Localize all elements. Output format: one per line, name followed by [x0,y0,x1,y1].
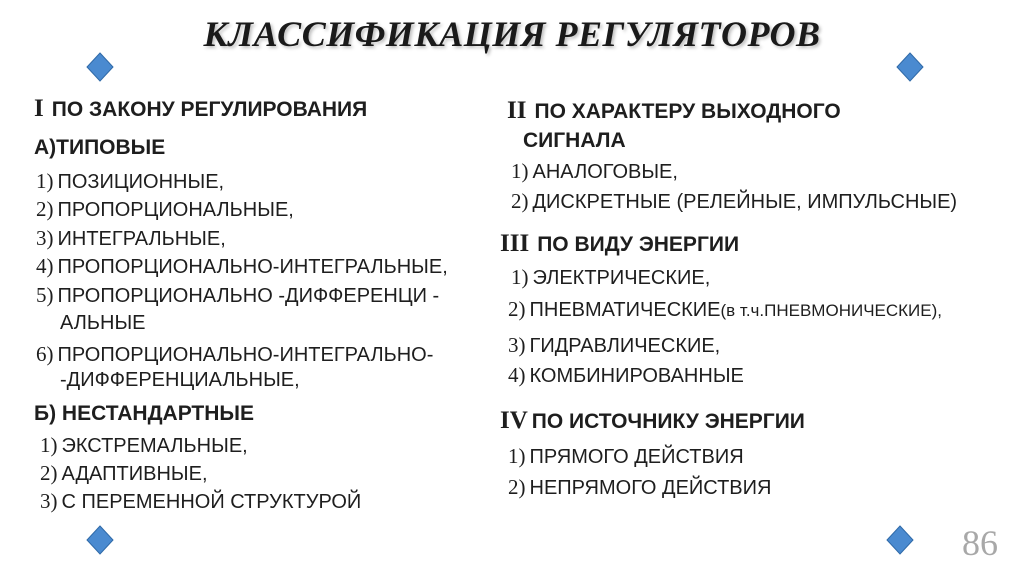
list-item: 1) ЭЛЕКТРИЧЕСКИЕ, [511,265,711,289]
list-item: 1) АНАЛОГОВЫЕ, [511,159,678,183]
list-item: 4) ПРОПОРЦИОНАЛЬНО-ИНТЕГРАЛЬНЫЕ, [36,254,448,278]
diamond-left-icon [87,53,113,81]
diamond-right-icon [897,53,923,81]
list-item: 5) ПРОПОРЦИОНАЛЬНО -ДИФФЕРЕНЦИ - [36,283,440,307]
section-3-heading [500,232,739,257]
section-1-numeral: I [34,95,44,122]
section-1-title: ПО ЗАКОНУ РЕГУЛИРОВАНИЯ [51,98,368,121]
diamond-right-icon [887,526,913,554]
section-2-numeral: II [507,97,527,124]
section-3-numeral: III [500,230,530,257]
list-item: 6) ПРОПОРЦИОНАЛЬНО-ИНТЕГРАЛЬНО- [36,342,434,366]
list-item-continuation: АЛЬНЫЕ [60,312,146,334]
slide-title: КЛАССИФИКАЦИЯ РЕГУЛЯТОРОВ [203,14,821,54]
section-2-title: ПО ХАРАКТЕРУ ВЫХОДНОГО [534,100,841,123]
section-3-title: ПО ВИДУ ЭНЕРГИИ [537,233,740,256]
list-item: 3) ИНТЕГРАЛЬНЫЕ, [36,226,226,250]
list-item: 2) АДАПТИВНЫЕ, [40,461,208,485]
list-item: 2) НЕПРЯМОГО ДЕЙСТВИЯ [508,475,772,499]
list-item: 2) ПНЕВМАТИЧЕСКИЕ(в т.ч.ПНЕВМОНИЧЕСКИЕ), [508,297,942,321]
list-item-continuation: -ДИФФЕРЕНЦИАЛЬНЫЕ, [60,369,300,391]
list-item: 1) ЭКСТРЕМАЛЬНЫЕ, [40,433,248,457]
list-item: 2) ДИСКРЕТНЫЕ (РЕЛЕЙНЫЕ, ИМПУЛЬСНЫЕ) [511,189,958,213]
list-item: 2) ПРОПОРЦИОНАЛЬНЫЕ, [36,197,294,221]
list-item: 1) ПРЯМОГО ДЕЙСТВИЯ [508,444,744,468]
page-number: 86 [962,523,998,563]
section-2-heading [507,99,841,124]
group-a-heading: А)ТИПОВЫЕ [34,136,166,159]
bottom-divider-rule [70,523,940,557]
list-item-note: (в т.ч.ПНЕВМОНИЧЕСКИЕ), [720,301,942,320]
list-item: 4) КОМБИНИРОВАННЫЕ [508,363,744,387]
list-item: 1) ПОЗИЦИОННЫЕ, [36,169,225,193]
section-1-heading [34,97,367,122]
list-item: 3) ГИДРАВЛИЧЕСКИЕ, [508,333,721,357]
top-divider-rule [70,50,940,84]
section-4-numeral: IV [500,407,528,434]
diamond-left-icon [87,526,113,554]
section-4-title: ПО ИСТОЧНИКУ ЭНЕРГИИ [531,410,805,433]
list-item: 3) С ПЕРЕМЕННОЙ СТРУКТУРОЙ [40,489,362,513]
section-4-heading [500,409,805,434]
section-2-title-continuation: СИГНАЛА [523,129,626,152]
group-b-heading: Б) НЕСТАНДАРТНЫЕ [34,402,254,425]
